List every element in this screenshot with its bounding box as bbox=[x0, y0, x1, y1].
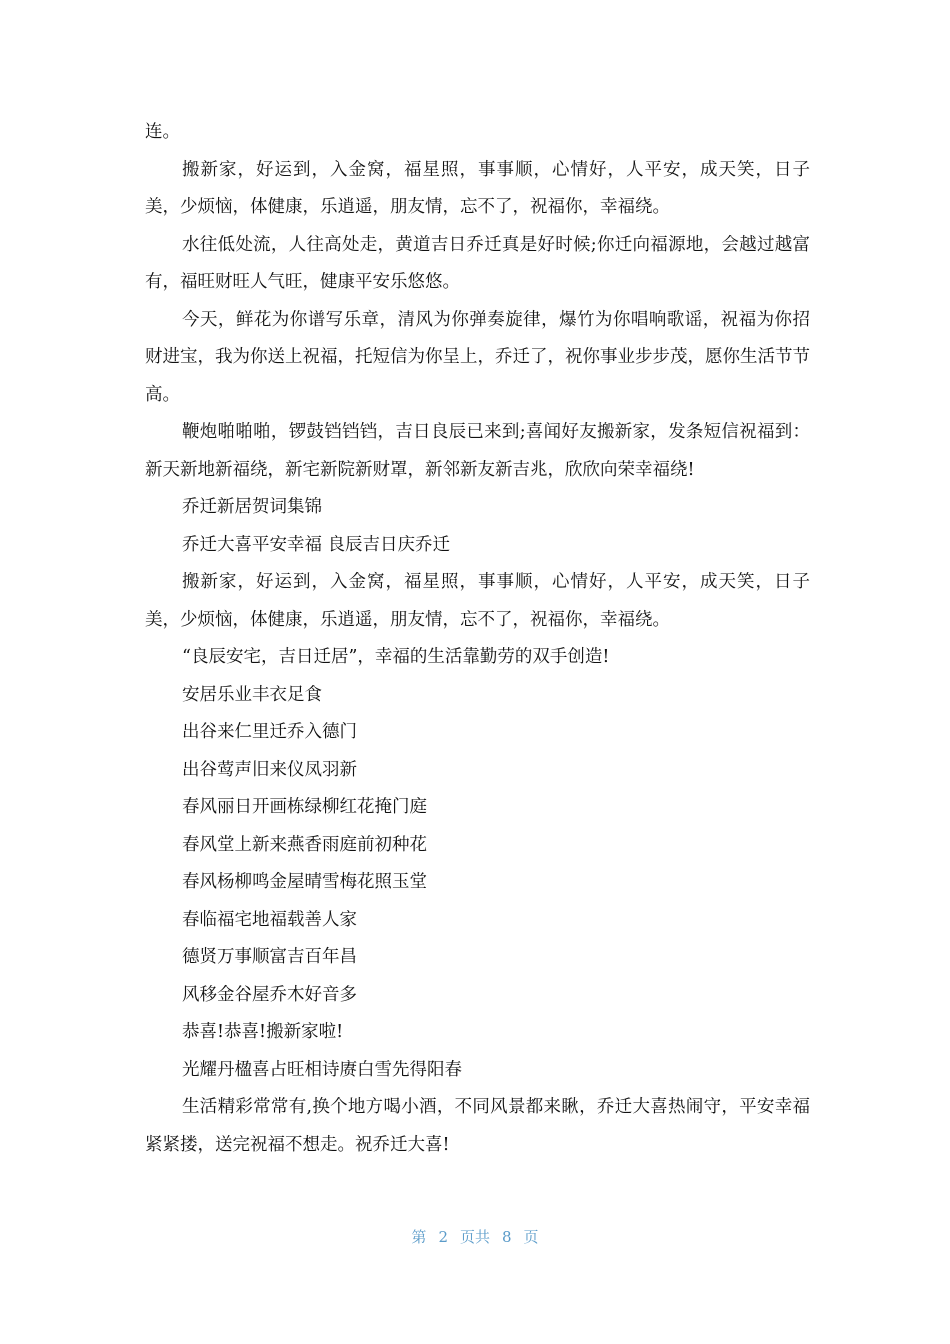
couplet-line: 安居乐业丰衣足食 bbox=[182, 684, 322, 705]
paragraph: 连。 bbox=[145, 122, 180, 142]
footer-suffix: 页 bbox=[523, 1228, 539, 1246]
footer-prefix: 第 bbox=[411, 1228, 427, 1246]
paragraph: “良辰安宅，吉日迁居”，幸福的生活靠勤劳的双手创造! bbox=[182, 647, 610, 667]
couplet-line: 光耀丹楹喜占旺相诗赓白雪先得阳春 bbox=[182, 1059, 462, 1080]
total-pages-number: 8 bbox=[502, 1228, 512, 1246]
couplet-line: 春风杨柳鸣金屋晴雪梅花照玉堂 bbox=[182, 872, 427, 892]
couplet-line: 德贤万事顺富吉百年昌 bbox=[182, 947, 357, 967]
couplet-line: 春风堂上新来燕香雨庭前初种花 bbox=[182, 834, 427, 855]
paragraph: 今天，鲜花为你谱写乐章，清风为你弹奏旋律，爆竹为你唱响歌谣，祝福为你招财进宝，我为你送上祝福，托短信为你呈上，乔迁了，祝你事业步步茂，愿你生活节节高。 bbox=[145, 309, 810, 405]
couplet-line: 春风丽日开画栋绿柳红花掩门庭 bbox=[182, 797, 427, 817]
paragraph: 搬新家，好运到，入金窝，福星照，事事顺，心情好，人平安，成天笑，日子美，少烦恼，体健康，乐逍遥，朋友情，忘不了，祝福你，幸福绕。 bbox=[145, 572, 810, 630]
page-footer bbox=[0, 1226, 950, 1247]
couplet-line: 恭喜!恭喜!搬新家啦! bbox=[182, 1022, 344, 1042]
couplet-line: 出谷莺声旧来仪凤羽新 bbox=[182, 759, 357, 780]
couplet-line: 风移金谷屋乔木好音多 bbox=[182, 984, 357, 1005]
section-heading: 乔迁新居贺词集锦 bbox=[182, 497, 322, 517]
paragraph: 水往低处流，人往高处走，黄道吉日乔迁真是好时候;你迁向福源地，会越过越富有，福旺财旺人气旺，健康平安乐悠悠。 bbox=[145, 234, 810, 292]
couplet-line: 春临福宅地福载善人家 bbox=[182, 909, 357, 930]
subheading: 乔迁大喜平安幸福 良辰吉日庆乔迁 bbox=[182, 534, 451, 555]
current-page-number: 2 bbox=[438, 1228, 448, 1246]
document-body bbox=[145, 114, 810, 1164]
paragraph: 搬新家，好运到，入金窝，福星照，事事顺，心情好，人平安，成天笑，日子美，少烦恼，体健康，乐逍遥，朋友情，忘不了，祝福你，幸福绕。 bbox=[145, 159, 810, 217]
couplet-line: 出谷来仁里迁乔入德门 bbox=[182, 722, 357, 742]
paragraph: 鞭炮啪啪啪，锣鼓铛铛铛，吉日良辰已来到;喜闻好友搬新家，发条短信祝福到：新天新地新福绕，新宅新院新财罩，新邻新友新吉兆，欣欣向荣幸福绕! bbox=[145, 422, 810, 480]
footer-middle: 页共 bbox=[459, 1228, 490, 1246]
paragraph: 生活精彩常常有,换个地方喝小酒，不同风景都来瞅，乔迁大喜热闹守，平安幸福紧紧搂，送完祝福不想走。祝乔迁大喜! bbox=[145, 1097, 810, 1155]
